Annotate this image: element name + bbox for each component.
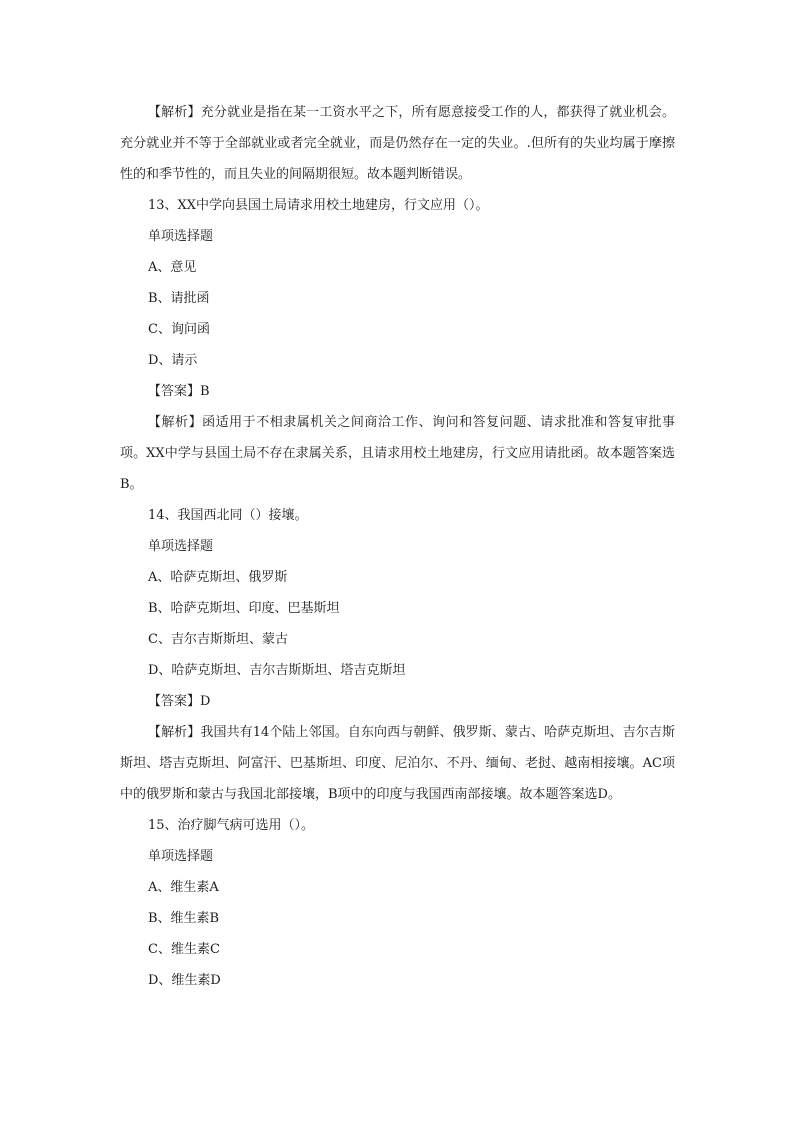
option-c: C、询问函 <box>148 322 210 337</box>
question-stem: 14、我国西北同（）接壤。 <box>148 508 308 523</box>
question-type-label: 单项选择题 <box>148 849 214 864</box>
analysis-paragraph: 【解析】函适用于不相隶属机关之间商洽工作、询问和答复问题、请求批准和答复审批事项。XX中学与县国土局不存在隶属关系，且请求用校土地建房，行文应用请批函。故本题答案选B。 <box>120 415 675 492</box>
option-c: C、维生素C <box>148 942 220 957</box>
document-body <box>120 97 675 996</box>
analysis-paragraph: 【解析】充分就业是指在某一工资水平之下，所有愿意接受工作的人，都获得了就业机会。充分就业并不等于全部就业或者完全就业，而是仍然存在一定的失业。.但所有的失业均属于摩擦性的和季节性的，而且失业的间隔期很短。故本题判断错误。 <box>120 105 675 182</box>
option-b: B、维生素B <box>148 911 220 926</box>
analysis-paragraph: 【解析】我国共有14个陆上邻国。自东向西与朝鲜、俄罗斯、蒙古、哈萨克斯坦、吉尔吉斯斯坦、塔吉克斯坦、阿富汗、巴基斯坦、印度、尼泊尔、不丹、缅甸、老挝、越南相接壤。AC项中的俄罗斯和蒙古与我国北部接壤，B项中的印度与我国西南部接壤。故本题答案选D。 <box>120 725 675 802</box>
option-d: D、维生素D <box>148 973 221 988</box>
question-stem: 13、XX中学向县国土局请求用校土地建房，行文应用（）。 <box>148 198 489 213</box>
option-b: B、哈萨克斯坦、印度、巴基斯坦 <box>148 601 340 616</box>
answer-line: 【答案】D <box>148 694 211 709</box>
answer-line: 【答案】B <box>148 384 210 399</box>
question-type-label: 单项选择题 <box>148 229 214 244</box>
option-b: B、请批函 <box>148 291 210 306</box>
question-type-label: 单项选择题 <box>148 539 214 554</box>
option-c: C、吉尔吉斯斯坦、蒙古 <box>148 632 288 647</box>
option-a: A、哈萨克斯坦、俄罗斯 <box>148 570 288 585</box>
option-d: D、请示 <box>148 353 198 368</box>
question-stem: 15、治疗脚气病可选用（）。 <box>148 818 315 833</box>
option-a: A、维生素A <box>148 880 219 895</box>
option-a: A、意见 <box>148 260 197 275</box>
option-d: D、哈萨克斯坦、吉尔吉斯斯坦、塔吉克斯坦 <box>148 663 406 678</box>
